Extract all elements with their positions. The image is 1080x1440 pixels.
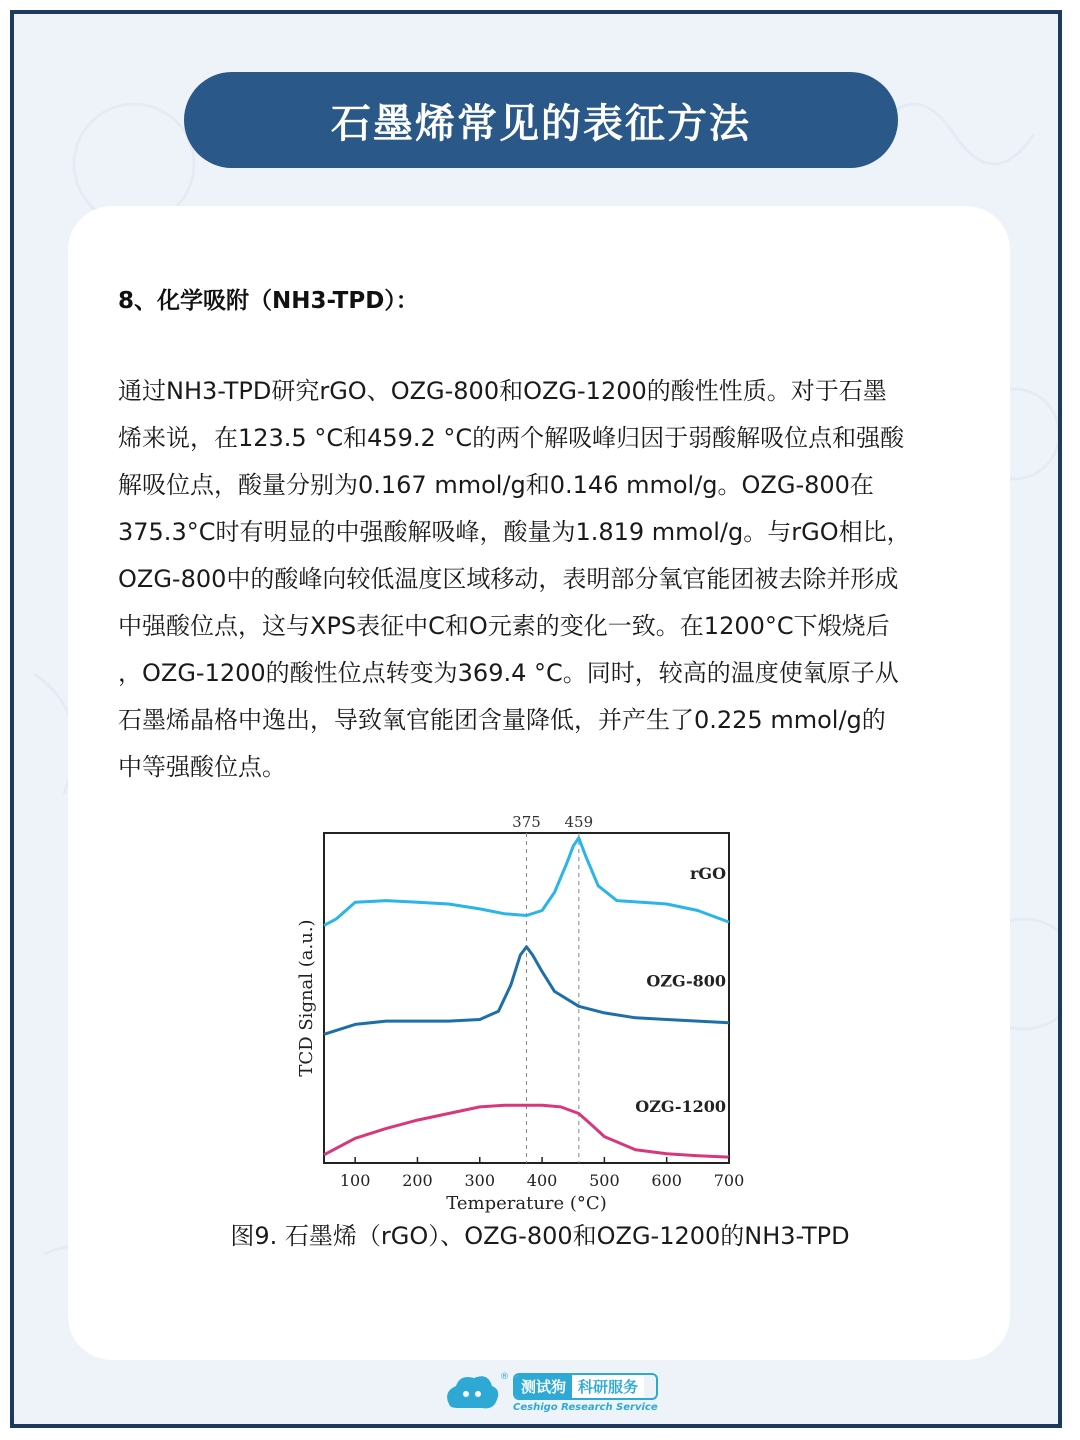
- paragraph-line: 375.3°C时有明显的中强酸解吸峰，酸量为1.819 mmol/g。与rGO相比，: [118, 518, 911, 546]
- paragraph-line: 通过NH3-TPD研究rGO、OZG-800和OZG-1200的酸性性质。对于石墨: [118, 377, 887, 405]
- x-tick-label: 200: [402, 1171, 433, 1190]
- paragraph-line: 石墨烯晶格中逸出，导致氧官能团含量降低，并产生了0.225 mmol/g的: [118, 706, 886, 734]
- paragraph-line: 解吸位点，酸量分别为0.167 mmol/g和0.146 mmol/g。OZG-800在: [118, 471, 874, 499]
- x-tick-label: 600: [651, 1171, 682, 1190]
- paragraph-line: 烯来说，在123.5 °C和459.2 °C的两个解吸峰归因于弱酸解吸位点和强酸: [118, 424, 905, 452]
- series-label: OZG-1200: [635, 1096, 726, 1116]
- section-heading: 8、化学吸附（NH3-TPD）：: [118, 288, 419, 314]
- paragraph-line: 中等强酸位点。: [118, 753, 286, 781]
- x-axis-label: Temperature (°C): [446, 1193, 607, 1214]
- x-tick-label: 500: [589, 1171, 620, 1190]
- x-tick-label: 400: [526, 1171, 558, 1190]
- logo-badge: [513, 1373, 658, 1400]
- brand-logo: [442, 1372, 658, 1414]
- paragraph-line: ，OZG-1200的酸性位点转变为369.4 °C。同时，较高的温度使氧原子从: [118, 659, 899, 687]
- logo-subtitle: Ceshigo Research Service: [513, 1402, 658, 1413]
- series-line-ozg-800: [324, 947, 729, 1035]
- x-tick-label: 300: [464, 1171, 496, 1190]
- x-tick-label: 100: [339, 1171, 371, 1190]
- x-tick-label: 700: [713, 1171, 745, 1190]
- y-axis-label: TCD Signal (a.u.): [296, 919, 317, 1077]
- logo-part-b: 科研服务: [572, 1375, 644, 1398]
- dog-mascot-icon: [442, 1372, 500, 1414]
- logo-part-a: 测试狗: [515, 1375, 572, 1398]
- logo-text: [513, 1373, 658, 1413]
- figure-caption: 图9. 石墨烯（rGO）、OZG-800和OZG-1200的NH3-TPD: [230, 1222, 850, 1250]
- registered-mark: ®: [500, 1372, 509, 1382]
- reference-label: 459: [564, 813, 594, 831]
- series-label: rGO: [689, 864, 726, 884]
- page-title: 石墨烯常见的表征方法: [184, 72, 898, 168]
- series-label: OZG-800: [646, 971, 726, 991]
- reference-label: 375: [512, 813, 541, 831]
- paragraph-line: 中强酸位点，这与XPS表征中C和O元素的变化一致。在1200°C下煅烧后: [118, 612, 890, 640]
- paragraph-line: OZG-800中的酸峰向较低温度区域移动，表明部分氧官能团被去除并形成: [118, 565, 899, 593]
- body-paragraph: [118, 368, 968, 791]
- tpd-chart: [284, 808, 764, 1218]
